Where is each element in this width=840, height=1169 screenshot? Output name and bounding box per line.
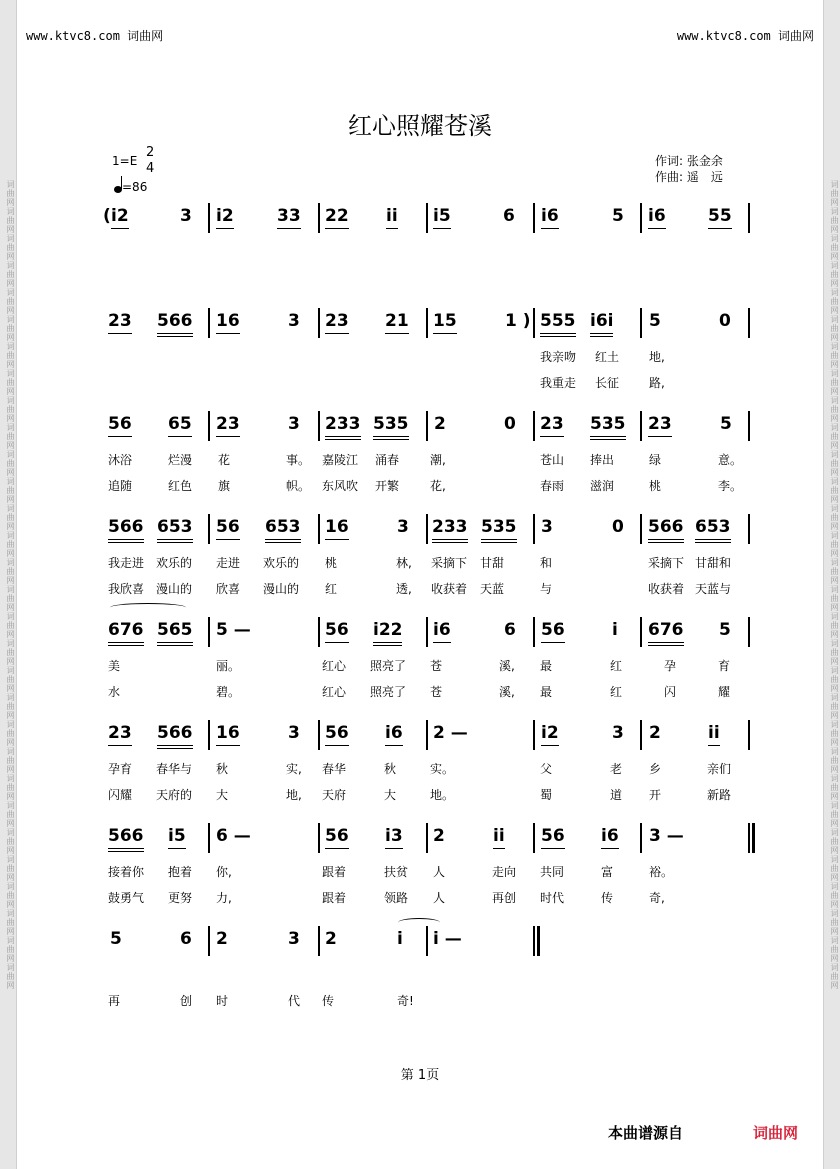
note-group: i6 [433,620,451,643]
lyric: 漫山的 [263,582,300,596]
lyric: 美 [108,659,121,673]
lyric: 抱着 [168,865,193,879]
lyric: 春华与 [156,762,193,776]
lyric: 领路 [384,891,409,905]
note-group: 555 [540,311,576,337]
note-group: 2 [216,929,228,949]
lyric: 沐浴 [108,453,133,467]
note-group: 3 [288,929,300,949]
note-group: 23 [216,414,240,437]
lyric: 秋 [384,762,397,776]
lyric: 天府 [322,788,347,802]
lyric: 共同 [540,865,565,879]
note-group: 676 [108,620,144,646]
note-group: 653 [695,517,731,543]
lyric: 捧出 [590,453,615,467]
lyric: 甘甜和 [695,556,732,570]
note-group: 3 [288,723,300,743]
note-group: 3 [288,311,300,331]
bar-line [640,308,642,338]
bar-line [208,411,210,441]
note-group: i3 [385,826,403,849]
bar-line [533,720,535,750]
note-group: 6 [503,206,515,226]
lyric: 富 [601,865,614,879]
note-group: 2 [433,826,445,846]
note-group: 6 — [216,826,251,846]
brand-logo-text[interactable]: 词曲网 [753,1124,799,1142]
lyric: 力, [216,891,232,905]
lyric: 裕。 [649,865,674,879]
note-group: 566 [108,826,144,852]
lyric: 你, [216,865,232,879]
bar-line [318,203,320,233]
note-group: 535 [481,517,517,543]
lyric: 欢乐的 [156,556,193,570]
lyric: 花, [430,479,446,493]
lyric: 红 [325,582,338,596]
lyric: 人 [433,865,446,879]
bar-line [318,514,320,544]
key-signature: 1=E [112,154,138,168]
note-group: i [612,620,618,640]
lyric: 我重走 [540,376,577,390]
source-label: 本曲谱源自 [608,1124,684,1142]
lyric: 天蓝与 [695,582,732,596]
lyric: 收获着 [431,582,468,596]
site-url-left[interactable]: www.ktvc8.com 词曲网 [26,29,164,43]
end-bar-thin [533,926,535,956]
note-group: 2 [325,929,337,949]
note-group: 23 [325,311,349,334]
bar-line [208,308,210,338]
note-group: 56 [108,414,132,437]
note-group: 566 [157,311,193,337]
lyric: 滋润 [590,479,615,493]
lyric: 跟着 [322,891,347,905]
note-group: 653 [265,517,301,543]
lyric: 透, [396,582,412,596]
note-group: 16 [216,311,240,334]
lyric: 我欣喜 [108,582,145,596]
note-group: 5 [612,206,624,226]
bar-line [533,308,535,338]
note-group: 5 [110,929,122,949]
lyric: 蜀 [540,788,553,802]
note-group: 65 [168,414,192,437]
note-group: 3 — [649,826,684,846]
note-group: 0 [612,517,624,537]
note-group: i6 [648,206,666,229]
lyric: 红 [610,659,623,673]
bar-line [208,203,210,233]
lyric: 接着你 [108,865,145,879]
lyric: 溪, [499,685,515,699]
tempo-marking [114,180,147,194]
lyric: 更努 [168,891,193,905]
time-bottom: 4 [146,161,155,176]
bar-line [426,926,428,956]
lyric: 地, [649,350,665,364]
lyric: 李。 [718,479,743,493]
lyric: 亲们 [707,762,732,776]
lyric: 人 [433,891,446,905]
bar-line [533,203,535,233]
lyric: 红土 [595,350,620,364]
lyric: 欢乐的 [263,556,300,570]
lyric: 代 [288,994,301,1008]
bar-line [640,411,642,441]
note-group: 5 — [216,620,251,640]
bar-line [426,411,428,441]
note-group: 6 [504,620,516,640]
note-group: 566 [648,517,684,543]
bar-line [533,617,535,647]
lyric: 走向 [492,865,517,879]
lyric: 育 [718,659,731,673]
lyric: 创 [180,994,193,1008]
bar-line [640,514,642,544]
lyric: 最 [540,659,553,673]
lyric: 时 [216,994,229,1008]
lyric: 我亲吻 [540,350,577,364]
note-group: ii [493,826,505,849]
note-group: 535 [590,414,626,440]
lyric: 红 [610,685,623,699]
note-group: 2 [434,414,446,434]
lyric: 跟着 [322,865,347,879]
lyric: 时代 [540,891,565,905]
lyric: 地。 [430,788,455,802]
lyric: 路, [649,376,665,390]
lyric: 走进 [216,556,241,570]
lyric: 实。 [430,762,455,776]
lyric: 老 [610,762,623,776]
note-group: 23 [648,414,672,437]
lyric: 开繁 [375,479,400,493]
lyric: 闪耀 [108,788,133,802]
note-group: 56 [325,620,349,643]
lyric: 闪 [664,685,677,699]
lyric: 大 [216,788,229,802]
lyric: 绿 [649,453,662,467]
note-group: 16 [325,517,349,540]
song-title: 红心照耀苍溪 [348,112,492,140]
note-group: 3 [288,414,300,434]
lyric: 开 [649,788,662,802]
bar-line [208,823,210,853]
bar-line [426,203,428,233]
note-group: 2 [649,723,661,743]
lyric: 红色 [168,479,193,493]
note-group: 23 [540,414,564,437]
bar-line [640,203,642,233]
bar-line [208,514,210,544]
lyric: 溪, [499,659,515,673]
lyric: 收获着 [648,582,685,596]
lyric: 花 [218,453,231,467]
bar-line [208,926,210,956]
lyric: 丽。 [216,659,241,673]
bar-line [318,720,320,750]
tie [398,918,440,927]
bar-line [640,617,642,647]
lyric: 奇! [397,994,414,1008]
left-watermark: 词曲网词曲网词曲网词曲网词曲网词曲网词曲网词曲网词曲网词曲网词曲网词曲网词曲网词曲网词曲网词曲网词曲网词曲网词曲网词曲网词曲网词曲网词曲网词曲网词曲网词曲网词曲网词曲网词曲网词曲网 [6,179,15,990]
note-group: ii [708,723,720,746]
bar-line [318,308,320,338]
note-group: i6 [601,826,619,849]
note-group: 3 [180,206,192,226]
note-group: 233 [432,517,468,543]
site-url-right[interactable]: www.ktvc8.com 词曲网 [676,29,814,43]
note-group: i5 [433,206,451,229]
note-group: 3 [612,723,624,743]
note-group: i5 [168,826,186,849]
repeat-bar-thick [752,823,755,853]
bar-line [748,411,750,441]
time-top: 2 [146,145,155,160]
lyric: 采摘下 [431,556,468,570]
lyric: 新路 [707,788,732,802]
lyric: 和 [540,556,553,570]
lyric: 旗 [218,479,231,493]
lyric: 长征 [595,376,620,390]
note-group: 0 [504,414,516,434]
lyric: 桃 [649,479,662,493]
bar-line [533,514,535,544]
lyric: 桃 [325,556,338,570]
note-group: 1 ) [505,311,531,331]
bar-line [533,411,535,441]
bar-line [318,411,320,441]
lyric: 潮, [430,453,446,467]
note-group: i2 [216,206,234,229]
repeat-bar-thin [748,823,750,853]
note-group: i2 [111,206,129,229]
lyric: 帜。 [286,479,311,493]
lyric: 再 [108,994,121,1008]
lyric: 鼓勇气 [108,891,145,905]
bar-line [748,308,750,338]
lyric: 甘甜 [480,556,505,570]
bar-line [640,823,642,853]
note-group: 15 [433,311,457,334]
lyric: 林, [396,556,412,570]
bar-line [426,720,428,750]
note-group: 56 [216,517,240,540]
note-group: 21 [385,311,409,334]
credits [655,153,723,185]
lyric: 孕 [664,659,677,673]
slur [110,603,186,612]
bar-line [748,720,750,750]
lyric: 地, [286,788,302,802]
note-group: 56 [325,826,349,849]
note-group: 2 — [433,723,468,743]
lyric: 涌春 [375,453,400,467]
lyric: 我走进 [108,556,145,570]
lyric: 孕育 [108,762,133,776]
note-group: i6 [385,723,403,746]
lyric: 采摘下 [648,556,685,570]
note-group: 33 [277,206,301,229]
note-group: 653 [157,517,193,543]
lyric: 与 [540,582,553,596]
lyric: 照亮了 [370,659,407,673]
lyric: 事。 [286,453,311,467]
note-group: ii [386,206,398,229]
lyric: 苍 [430,685,443,699]
right-watermark: 词曲网词曲网词曲网词曲网词曲网词曲网词曲网词曲网词曲网词曲网词曲网词曲网词曲网词曲网词曲网词曲网词曲网词曲网词曲网词曲网词曲网词曲网词曲网词曲网词曲网词曲网词曲网词曲网词曲网词曲网 [830,179,839,990]
lyric: 实, [286,762,302,776]
page-number: 第 1页 [400,1068,440,1083]
lyric: 春华 [322,762,347,776]
note-group: ( [103,206,111,226]
bar-line [426,308,428,338]
note-group: 5 [719,620,731,640]
note-group: 233 [325,414,361,440]
lyric: 春雨 [540,479,565,493]
right-margin-strip [823,0,840,1169]
lyric: 水 [108,685,121,699]
note-group: i6i [590,311,613,337]
note-group: 3 [397,517,409,537]
note-group: 3 [541,517,553,537]
note-group: 55 [708,206,732,229]
lyric: 苍山 [540,453,565,467]
bar-line [208,617,210,647]
composer: 作曲: 遥 远 [655,170,723,184]
lyric: 追随 [108,479,133,493]
lyric: 照亮了 [370,685,407,699]
lyric: 欣喜 [216,582,241,596]
tempo-value: =86 [122,180,148,194]
lyric: 传 [322,994,335,1008]
note-group: 16 [216,723,240,746]
note-group: i22 [373,620,402,646]
lyric: 传 [601,891,614,905]
note-group: 22 [325,206,349,229]
note-group: 566 [157,723,193,749]
note-group: 6 [180,929,192,949]
lyricist: 作词: 张金余 [655,154,723,168]
lyric: 再创 [492,891,517,905]
lyric: 乡 [649,762,662,776]
bar-line [748,203,750,233]
lyric: 天府的 [156,788,193,802]
note-group: 566 [108,517,144,543]
lyric: 道 [610,788,623,802]
note-group: 535 [373,414,409,440]
bar-line [318,617,320,647]
note-group: 56 [325,723,349,746]
note-group: i2 [541,723,559,746]
left-margin-strip [0,0,17,1169]
note-group: i6 [541,206,559,229]
lyric: 苍 [430,659,443,673]
lyric: 奇, [649,891,665,905]
lyric: 红心 [322,659,347,673]
note-group: 23 [108,311,132,334]
note-group: 5 [649,311,661,331]
bar-line [426,514,428,544]
bar-line [318,926,320,956]
time-signature [146,145,154,177]
bar-line [426,617,428,647]
lyric: 嘉陵江 [322,453,359,467]
lyric: 意。 [718,453,743,467]
bar-line [208,720,210,750]
lyric: 扶贫 [384,865,409,879]
lyric: 东风吹 [322,479,359,493]
lyric: 耀 [718,685,731,699]
bar-line [426,823,428,853]
lyric: 红心 [322,685,347,699]
bar-line [748,514,750,544]
lyric: 大 [384,788,397,802]
lyric: 父 [540,762,553,776]
bar-line [318,823,320,853]
note-group: 0 [719,311,731,331]
note-group: i — [433,929,462,949]
lyric: 天蓝 [480,582,505,596]
bar-line [748,617,750,647]
note-group: 56 [541,826,565,849]
quarter-note-icon [114,186,122,193]
note-group: 565 [157,620,193,646]
note-group: 5 [720,414,732,434]
lyric: 烂漫 [168,453,193,467]
lyric: 秋 [216,762,229,776]
note-group: 676 [648,620,684,646]
lyric: 漫山的 [156,582,193,596]
note-group: 56 [541,620,565,643]
note-group: 23 [108,723,132,746]
lyric: 碧。 [216,685,241,699]
bar-line [640,720,642,750]
note-group: i [397,929,403,949]
bar-line [533,823,535,853]
end-bar-thick [537,926,540,956]
lyric: 最 [540,685,553,699]
